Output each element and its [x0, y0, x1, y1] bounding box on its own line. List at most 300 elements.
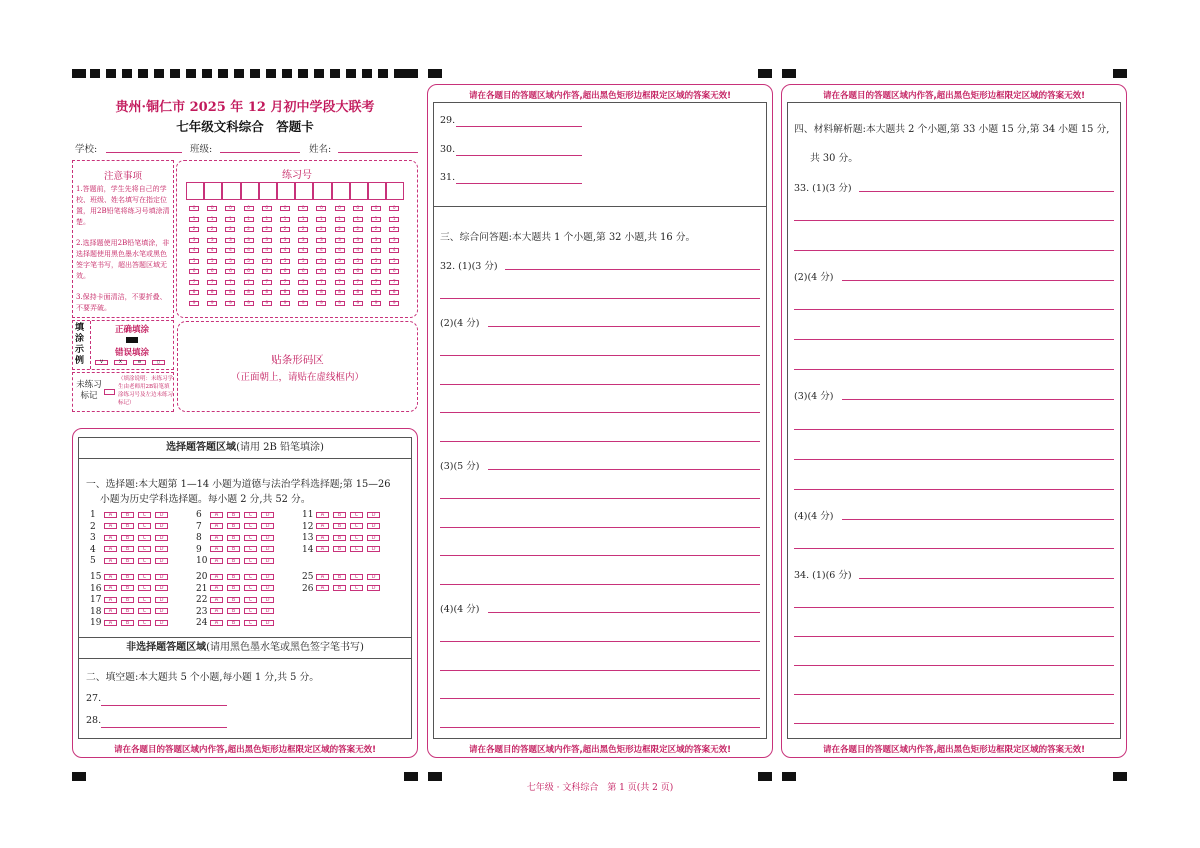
option-bubble-a[interactable]: A	[104, 512, 117, 518]
choice-question-row[interactable]	[196, 510, 278, 521]
not-practiced-checkbox[interactable]	[104, 389, 115, 395]
answer-line[interactable]	[440, 441, 760, 442]
q32-part4-line[interactable]	[488, 612, 760, 613]
option-bubble-b[interactable]: B	[121, 597, 134, 603]
practice-digit-bubble[interactable]: 7	[225, 280, 235, 285]
practice-digit-bubble[interactable]: 7	[353, 280, 363, 285]
practice-digit-bubble[interactable]: 7	[335, 280, 345, 285]
school-field[interactable]	[106, 152, 182, 153]
choice-question-row[interactable]	[90, 595, 172, 606]
q32-part2-line[interactable]	[488, 326, 760, 327]
answer-line[interactable]	[440, 584, 760, 585]
answer-line[interactable]	[794, 665, 1114, 666]
practice-digit-write-box[interactable]	[350, 182, 368, 200]
option-bubble-a[interactable]: A	[210, 585, 223, 591]
practice-digit-bubble[interactable]: 1	[280, 217, 290, 222]
practice-digit-bubble[interactable]: 1	[225, 217, 235, 222]
practice-digit-write-box[interactable]	[368, 182, 386, 200]
option-bubble-b[interactable]: B	[121, 512, 134, 518]
option-bubble-d[interactable]: D	[155, 585, 168, 591]
option-bubble-c[interactable]: C	[138, 512, 151, 518]
option-bubble-a[interactable]: A	[104, 574, 117, 580]
answer-line[interactable]	[794, 694, 1114, 695]
option-bubble-a[interactable]: A	[104, 546, 117, 552]
answer-line[interactable]	[794, 723, 1114, 724]
option-bubble-d[interactable]: D	[261, 574, 274, 580]
option-bubble-d[interactable]: D	[155, 620, 168, 626]
choice-question-row[interactable]	[90, 584, 172, 595]
practice-digit-write-box[interactable]	[386, 182, 404, 200]
answer-line[interactable]	[794, 369, 1114, 370]
practice-digit-bubble[interactable]: 5	[353, 259, 363, 264]
practice-digit-write-box[interactable]	[295, 182, 313, 200]
option-bubble-c[interactable]: C	[244, 585, 257, 591]
option-bubble-d[interactable]: D	[367, 585, 380, 591]
practice-digit-bubble[interactable]: 4	[262, 248, 272, 253]
choice-question-row[interactable]	[302, 533, 384, 544]
blank-30-line[interactable]	[456, 155, 582, 156]
choice-question-row[interactable]	[90, 533, 172, 544]
practice-digit-bubble[interactable]: 2	[262, 227, 272, 232]
practice-digit-bubble[interactable]: 0	[225, 206, 235, 211]
practice-digit-bubble[interactable]: 9	[262, 301, 272, 306]
practice-digit-bubble[interactable]: 8	[207, 290, 217, 295]
practice-digit-bubble[interactable]: 3	[316, 238, 326, 243]
option-bubble-c[interactable]: C	[138, 523, 151, 529]
option-bubble-b[interactable]: B	[333, 546, 346, 552]
option-bubble-d[interactable]: D	[367, 512, 380, 518]
option-bubble-d[interactable]: D	[155, 535, 168, 541]
option-bubble-b[interactable]: B	[121, 535, 134, 541]
practice-digit-bubble[interactable]: 4	[225, 248, 235, 253]
practice-digit-bubble[interactable]: 1	[262, 217, 272, 222]
option-bubble-b[interactable]: B	[121, 523, 134, 529]
option-bubble-c[interactable]: C	[244, 597, 257, 603]
option-bubble-c[interactable]: C	[244, 620, 257, 626]
choice-bubble-grid[interactable]	[90, 510, 410, 630]
choice-question-row[interactable]	[90, 572, 172, 583]
practice-digit-bubble[interactable]: 6	[280, 269, 290, 274]
practice-digit-bubble[interactable]: 8	[225, 290, 235, 295]
practice-digit-bubble[interactable]: 1	[244, 217, 254, 222]
practice-digit-bubble[interactable]: 6	[225, 269, 235, 274]
answer-line[interactable]	[794, 339, 1114, 340]
option-bubble-b[interactable]: B	[333, 523, 346, 529]
practice-digit-write-box[interactable]	[241, 182, 259, 200]
option-bubble-a[interactable]: A	[104, 558, 117, 564]
blank-29-line[interactable]	[456, 126, 582, 127]
practice-digit-bubble[interactable]: 5	[371, 259, 381, 264]
choice-question-row[interactable]	[90, 556, 172, 567]
option-bubble-a[interactable]: A	[316, 585, 329, 591]
practice-digit-bubble[interactable]: 6	[316, 269, 326, 274]
practice-digit-bubble[interactable]: 5	[316, 259, 326, 264]
practice-digit-bubble[interactable]: 7	[262, 280, 272, 285]
option-bubble-b[interactable]: B	[227, 523, 240, 529]
practice-digit-bubble[interactable]: 9	[207, 301, 217, 306]
option-bubble-d[interactable]: D	[367, 535, 380, 541]
option-bubble-d[interactable]: D	[367, 523, 380, 529]
practice-digit-bubble[interactable]: 0	[389, 206, 399, 211]
answer-line[interactable]	[440, 727, 760, 728]
option-bubble-b[interactable]: B	[227, 558, 240, 564]
practice-digit-bubble[interactable]: 3	[371, 238, 381, 243]
option-bubble-d[interactable]: D	[261, 608, 274, 614]
option-bubble-a[interactable]: A	[316, 523, 329, 529]
practice-digit-bubble[interactable]: 9	[189, 301, 199, 306]
choice-question-row[interactable]	[196, 522, 278, 533]
option-bubble-c[interactable]: C	[138, 608, 151, 614]
choice-question-row[interactable]	[302, 584, 384, 595]
practice-number-grid[interactable]	[186, 182, 408, 314]
option-bubble-b[interactable]: B	[227, 620, 240, 626]
blank-28-line[interactable]	[101, 727, 227, 728]
option-bubble-b[interactable]: B	[227, 574, 240, 580]
option-bubble-c[interactable]: C	[138, 620, 151, 626]
option-bubble-b[interactable]: B	[227, 597, 240, 603]
choice-question-row[interactable]	[90, 510, 172, 521]
practice-digit-bubble[interactable]: 0	[280, 206, 290, 211]
practice-digit-bubble[interactable]: 1	[335, 217, 345, 222]
option-bubble-c[interactable]: C	[350, 546, 363, 552]
practice-digit-bubble[interactable]: 3	[225, 238, 235, 243]
practice-digit-bubble[interactable]: 0	[189, 206, 199, 211]
practice-digit-write-box[interactable]	[222, 182, 240, 200]
practice-digit-bubble[interactable]: 2	[389, 227, 399, 232]
option-bubble-c[interactable]: C	[244, 574, 257, 580]
option-bubble-a[interactable]: A	[104, 597, 117, 603]
answer-line[interactable]	[794, 636, 1114, 637]
practice-digit-bubble[interactable]: 0	[207, 206, 217, 211]
practice-digit-bubble[interactable]: 3	[280, 238, 290, 243]
name-field[interactable]	[338, 152, 418, 153]
answer-line[interactable]	[440, 641, 760, 642]
practice-digit-bubble[interactable]: 7	[189, 280, 199, 285]
practice-digit-bubble[interactable]: 2	[335, 227, 345, 232]
option-bubble-d[interactable]: D	[261, 523, 274, 529]
option-bubble-a[interactable]: A	[104, 523, 117, 529]
blank-27-line[interactable]	[101, 705, 227, 706]
option-bubble-c[interactable]: C	[350, 512, 363, 518]
q32-part1-line[interactable]	[505, 269, 760, 270]
option-bubble-d[interactable]: D	[155, 574, 168, 580]
choice-question-row[interactable]	[302, 545, 384, 556]
option-bubble-a[interactable]: A	[210, 620, 223, 626]
practice-digit-bubble[interactable]: 3	[335, 238, 345, 243]
answer-line[interactable]	[794, 429, 1114, 430]
option-bubble-c[interactable]: C	[138, 535, 151, 541]
practice-digit-write-box[interactable]	[332, 182, 350, 200]
option-bubble-d[interactable]: D	[155, 546, 168, 552]
practice-digit-bubble[interactable]: 1	[298, 217, 308, 222]
practice-digit-bubble[interactable]: 0	[298, 206, 308, 211]
option-bubble-d[interactable]: D	[367, 574, 380, 580]
answer-line[interactable]	[440, 298, 760, 299]
practice-digit-write-box[interactable]	[186, 182, 204, 200]
practice-digit-bubble[interactable]: 2	[371, 227, 381, 232]
practice-digit-bubble[interactable]: 4	[353, 248, 363, 253]
practice-digit-bubble[interactable]: 3	[244, 238, 254, 243]
answer-line[interactable]	[440, 698, 760, 699]
practice-digit-bubble[interactable]: 2	[244, 227, 254, 232]
practice-digit-bubble[interactable]: 3	[353, 238, 363, 243]
option-bubble-b[interactable]: B	[121, 558, 134, 564]
practice-digit-bubble[interactable]: 1	[389, 217, 399, 222]
option-bubble-c[interactable]: C	[244, 512, 257, 518]
option-bubble-a[interactable]: A	[210, 597, 223, 603]
option-bubble-c[interactable]: C	[350, 523, 363, 529]
choice-question-row[interactable]	[196, 607, 278, 618]
choice-question-row[interactable]	[196, 556, 278, 567]
choice-question-row[interactable]	[196, 545, 278, 556]
practice-digit-bubble[interactable]: 3	[207, 238, 217, 243]
option-bubble-d[interactable]: D	[261, 535, 274, 541]
practice-digit-bubble[interactable]: 9	[371, 301, 381, 306]
option-bubble-c[interactable]: C	[244, 608, 257, 614]
practice-digit-write-box[interactable]	[204, 182, 222, 200]
practice-digit-bubble[interactable]: 9	[389, 301, 399, 306]
option-bubble-a[interactable]: A	[316, 546, 329, 552]
option-bubble-a[interactable]: A	[104, 585, 117, 591]
q32-part3-line[interactable]	[488, 469, 760, 470]
practice-digit-bubble[interactable]: 1	[371, 217, 381, 222]
practice-digit-bubble[interactable]: 0	[353, 206, 363, 211]
option-bubble-b[interactable]: B	[333, 574, 346, 580]
practice-digit-bubble[interactable]: 1	[189, 217, 199, 222]
option-bubble-a[interactable]: A	[104, 620, 117, 626]
practice-digit-bubble[interactable]: 7	[298, 280, 308, 285]
option-bubble-d[interactable]: D	[155, 523, 168, 529]
choice-question-row[interactable]	[302, 522, 384, 533]
q33-part3-line[interactable]	[842, 399, 1114, 400]
practice-digit-bubble[interactable]: 4	[389, 248, 399, 253]
option-bubble-a[interactable]: A	[210, 535, 223, 541]
practice-digit-bubble[interactable]: 1	[316, 217, 326, 222]
choice-question-row[interactable]	[196, 572, 278, 583]
choice-question-row[interactable]	[196, 533, 278, 544]
practice-digit-bubble[interactable]: 5	[207, 259, 217, 264]
option-bubble-a[interactable]: A	[316, 512, 329, 518]
option-bubble-c[interactable]: C	[244, 558, 257, 564]
practice-digit-bubble[interactable]: 6	[353, 269, 363, 274]
choice-question-row[interactable]	[90, 618, 172, 629]
option-bubble-a[interactable]: A	[316, 535, 329, 541]
option-bubble-b[interactable]: B	[227, 585, 240, 591]
practice-digit-bubble[interactable]: 2	[280, 227, 290, 232]
practice-digit-bubble[interactable]: 6	[189, 269, 199, 274]
practice-digit-bubble[interactable]: 7	[207, 280, 217, 285]
option-bubble-c[interactable]: C	[244, 523, 257, 529]
practice-digit-write-box[interactable]	[313, 182, 331, 200]
practice-digit-bubble[interactable]: 7	[371, 280, 381, 285]
option-bubble-c[interactable]: C	[350, 535, 363, 541]
option-bubble-d[interactable]: D	[367, 546, 380, 552]
option-bubble-a[interactable]: A	[104, 535, 117, 541]
practice-digit-bubble[interactable]: 9	[298, 301, 308, 306]
answer-line[interactable]	[440, 355, 760, 356]
blank-31-line[interactable]	[456, 183, 582, 184]
practice-digit-bubble[interactable]: 8	[389, 290, 399, 295]
option-bubble-c[interactable]: C	[138, 558, 151, 564]
option-bubble-a[interactable]: A	[104, 608, 117, 614]
practice-digit-bubble[interactable]: 8	[189, 290, 199, 295]
answer-line[interactable]	[794, 548, 1114, 549]
option-bubble-b[interactable]: B	[121, 620, 134, 626]
answer-line[interactable]	[440, 384, 760, 385]
option-bubble-b[interactable]: B	[121, 585, 134, 591]
class-field[interactable]	[220, 152, 300, 153]
practice-digit-bubble[interactable]: 6	[298, 269, 308, 274]
option-bubble-c[interactable]: C	[138, 597, 151, 603]
option-bubble-c[interactable]: C	[350, 574, 363, 580]
answer-line[interactable]	[440, 527, 760, 528]
option-bubble-b[interactable]: B	[121, 574, 134, 580]
practice-digit-bubble[interactable]: 4	[371, 248, 381, 253]
q34-part1-line[interactable]	[859, 578, 1114, 579]
practice-digit-write-box[interactable]	[277, 182, 295, 200]
option-bubble-b[interactable]: B	[333, 535, 346, 541]
practice-digit-bubble[interactable]: 4	[189, 248, 199, 253]
option-bubble-a[interactable]: A	[210, 512, 223, 518]
practice-digit-bubble[interactable]: 0	[244, 206, 254, 211]
choice-question-row[interactable]	[196, 595, 278, 606]
answer-line[interactable]	[440, 555, 760, 556]
choice-question-row[interactable]	[302, 510, 384, 521]
option-bubble-d[interactable]: D	[155, 512, 168, 518]
option-bubble-d[interactable]: D	[261, 585, 274, 591]
practice-digit-bubble[interactable]: 3	[298, 238, 308, 243]
option-bubble-d[interactable]: D	[261, 512, 274, 518]
practice-digit-bubble[interactable]: 6	[371, 269, 381, 274]
practice-digit-bubble[interactable]: 0	[262, 206, 272, 211]
practice-digit-bubble[interactable]: 8	[335, 290, 345, 295]
practice-digit-bubble[interactable]: 8	[262, 290, 272, 295]
q33-part1-line[interactable]	[859, 191, 1114, 192]
option-bubble-c[interactable]: C	[244, 546, 257, 552]
option-bubble-b[interactable]: B	[227, 535, 240, 541]
practice-digit-bubble[interactable]: 9	[280, 301, 290, 306]
practice-digit-bubble[interactable]: 5	[225, 259, 235, 264]
answer-line[interactable]	[794, 309, 1114, 310]
practice-digit-bubble[interactable]: 2	[316, 227, 326, 232]
practice-digit-bubble[interactable]: 7	[389, 280, 399, 285]
choice-question-row[interactable]	[90, 607, 172, 618]
option-bubble-d[interactable]: D	[155, 558, 168, 564]
practice-digit-bubble[interactable]: 9	[244, 301, 254, 306]
option-bubble-a[interactable]: A	[316, 574, 329, 580]
practice-digit-bubble[interactable]: 8	[371, 290, 381, 295]
practice-digit-bubble[interactable]: 7	[244, 280, 254, 285]
option-bubble-a[interactable]: A	[210, 558, 223, 564]
choice-question-row[interactable]	[196, 584, 278, 595]
practice-digit-bubble[interactable]: 2	[225, 227, 235, 232]
practice-digit-bubble[interactable]: 1	[207, 217, 217, 222]
option-bubble-c[interactable]: C	[350, 585, 363, 591]
practice-digit-bubble[interactable]: 5	[389, 259, 399, 264]
choice-question-row[interactable]	[302, 572, 384, 583]
practice-digit-bubble[interactable]: 4	[244, 248, 254, 253]
option-bubble-c[interactable]: C	[138, 546, 151, 552]
option-bubble-d[interactable]: D	[261, 546, 274, 552]
answer-line[interactable]	[440, 498, 760, 499]
option-bubble-d[interactable]: D	[155, 608, 168, 614]
answer-line[interactable]	[794, 250, 1114, 251]
practice-digit-bubble[interactable]: 4	[335, 248, 345, 253]
practice-digit-bubble[interactable]: 4	[207, 248, 217, 253]
practice-digit-bubble[interactable]: 3	[189, 238, 199, 243]
practice-digit-bubble[interactable]: 5	[280, 259, 290, 264]
option-bubble-a[interactable]: A	[210, 546, 223, 552]
option-bubble-d[interactable]: D	[261, 620, 274, 626]
practice-digit-bubble[interactable]: 6	[244, 269, 254, 274]
practice-digit-bubble[interactable]: 3	[262, 238, 272, 243]
practice-digit-bubble[interactable]: 5	[189, 259, 199, 264]
option-bubble-c[interactable]: C	[138, 574, 151, 580]
answer-line[interactable]	[794, 459, 1114, 460]
option-bubble-b[interactable]: B	[333, 585, 346, 591]
option-bubble-a[interactable]: A	[210, 574, 223, 580]
option-bubble-a[interactable]: A	[210, 608, 223, 614]
practice-digit-bubble[interactable]: 0	[371, 206, 381, 211]
practice-digit-bubble[interactable]: 9	[335, 301, 345, 306]
practice-digit-bubble[interactable]: 9	[353, 301, 363, 306]
answer-line[interactable]	[794, 607, 1114, 608]
practice-digit-bubble[interactable]: 5	[262, 259, 272, 264]
practice-digit-bubble[interactable]: 9	[316, 301, 326, 306]
option-bubble-c[interactable]: C	[244, 535, 257, 541]
q33-part2-line[interactable]	[842, 280, 1114, 281]
choice-question-row[interactable]	[90, 522, 172, 533]
answer-line[interactable]	[794, 489, 1114, 490]
option-bubble-c[interactable]: C	[138, 585, 151, 591]
practice-digit-bubble[interactable]: 6	[262, 269, 272, 274]
practice-digit-bubble[interactable]: 0	[316, 206, 326, 211]
option-bubble-d[interactable]: D	[261, 597, 274, 603]
practice-digit-bubble[interactable]: 4	[280, 248, 290, 253]
practice-digit-bubble[interactable]: 8	[280, 290, 290, 295]
practice-digit-bubble[interactable]: 7	[280, 280, 290, 285]
practice-digit-bubble[interactable]: 2	[353, 227, 363, 232]
practice-digit-bubble[interactable]: 7	[316, 280, 326, 285]
option-bubble-a[interactable]: A	[210, 523, 223, 529]
practice-digit-bubble[interactable]: 5	[335, 259, 345, 264]
practice-digit-bubble[interactable]: 6	[335, 269, 345, 274]
practice-digit-bubble[interactable]: 0	[335, 206, 345, 211]
practice-digit-bubble[interactable]: 2	[189, 227, 199, 232]
option-bubble-b[interactable]: B	[227, 512, 240, 518]
option-bubble-b[interactable]: B	[227, 546, 240, 552]
option-bubble-d[interactable]: D	[261, 558, 274, 564]
practice-digit-bubble[interactable]: 3	[389, 238, 399, 243]
q33-part4-line[interactable]	[842, 519, 1114, 520]
practice-digit-bubble[interactable]: 2	[207, 227, 217, 232]
practice-digit-bubble[interactable]: 1	[353, 217, 363, 222]
practice-digit-bubble[interactable]: 8	[298, 290, 308, 295]
answer-line[interactable]	[440, 412, 760, 413]
practice-digit-bubble[interactable]: 8	[353, 290, 363, 295]
option-bubble-b[interactable]: B	[333, 512, 346, 518]
practice-digit-bubble[interactable]: 6	[207, 269, 217, 274]
practice-digit-write-box[interactable]	[259, 182, 277, 200]
practice-digit-bubble[interactable]: 4	[316, 248, 326, 253]
practice-digit-bubble[interactable]: 8	[316, 290, 326, 295]
option-bubble-b[interactable]: B	[121, 546, 134, 552]
practice-digit-bubble[interactable]: 5	[244, 259, 254, 264]
option-bubble-b[interactable]: B	[121, 608, 134, 614]
practice-digit-bubble[interactable]: 6	[389, 269, 399, 274]
practice-digit-bubble[interactable]: 4	[298, 248, 308, 253]
answer-line[interactable]	[794, 220, 1114, 221]
